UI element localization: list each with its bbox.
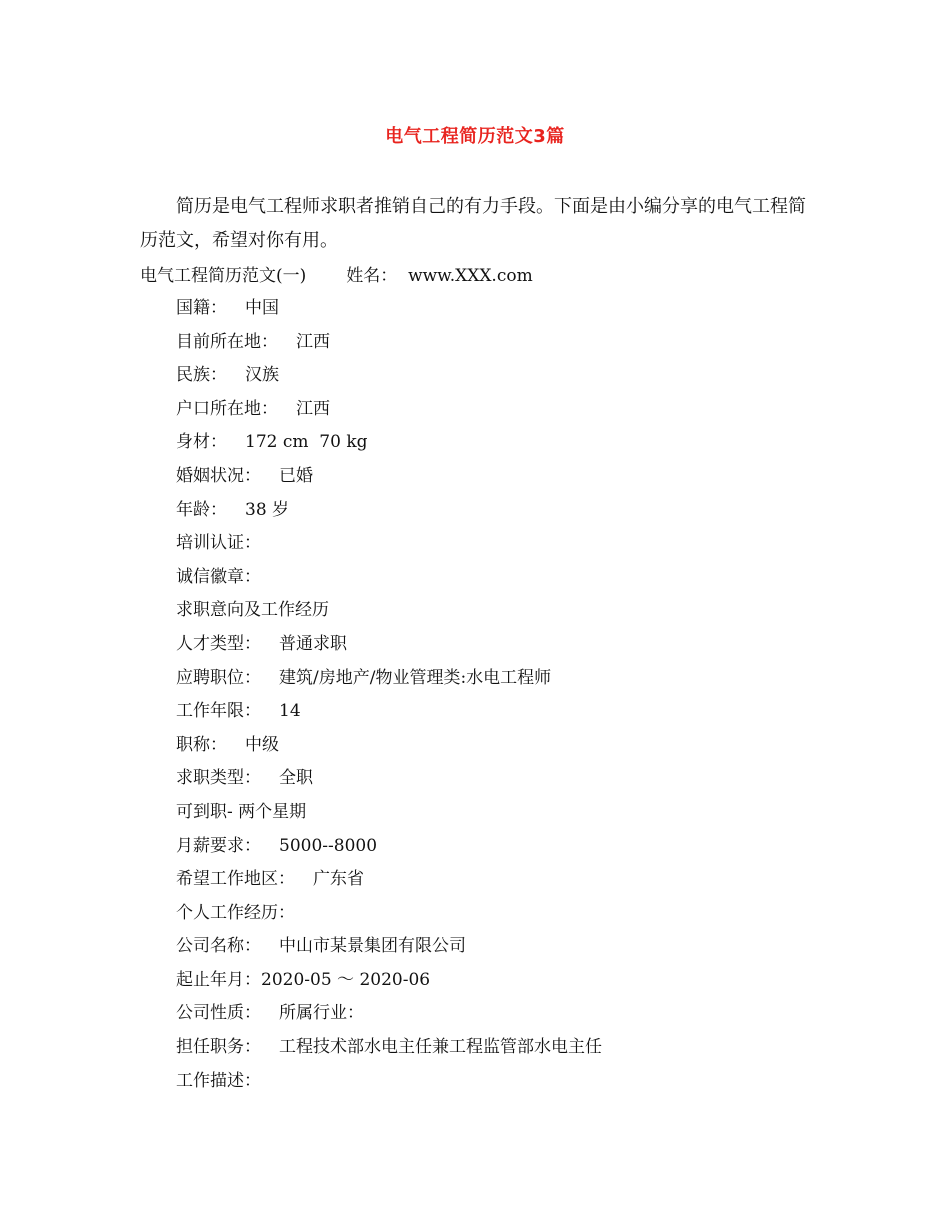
field-label: 户口所在地： (176, 398, 278, 419)
field-label: 民族： (176, 365, 227, 386)
field-nationality (176, 294, 876, 328)
field-value: 38 岁 (245, 499, 290, 520)
field-talent-type (176, 630, 876, 664)
field-job-title (176, 731, 876, 765)
field-value: 江西 (296, 331, 330, 352)
field-label: 起止年月： (176, 969, 261, 990)
field-value: 汉族 (245, 365, 279, 386)
field-value: 5000--8000 (279, 835, 378, 856)
field-marital-status (176, 462, 876, 496)
field-label: 工作描述： (176, 1070, 261, 1091)
field-integrity-badge (176, 563, 876, 597)
field-value: 已婚 (279, 465, 313, 486)
intro-paragraph (140, 190, 820, 258)
field-value: 普通求职 (279, 633, 347, 654)
field-desired-region (176, 865, 876, 899)
field-label: 职称： (176, 734, 227, 755)
field-company-nature (176, 999, 876, 1033)
name-label: 姓名： (346, 266, 398, 286)
field-physique (176, 428, 876, 462)
field-value: 2020-05 ～ 2020-06 (261, 969, 431, 990)
intro-text: 简历是电气工程师求职者推销自己的有力手段。下面是由小编分享的电气工程简历范文，希望对你有用。 (140, 196, 806, 251)
field-applied-position (176, 664, 876, 698)
field-current-location (176, 328, 876, 362)
resume-heading-line (140, 262, 533, 290)
field-value: 广东省 (313, 869, 364, 890)
field-company-name (176, 932, 876, 966)
field-value: 所属行业： (279, 1003, 364, 1024)
field-position-held (176, 1033, 876, 1067)
field-value: 中级 (245, 734, 279, 755)
field-label: 身材： (176, 432, 227, 453)
field-label: 目前所在地： (176, 331, 278, 352)
field-label: 培训认证： (176, 533, 261, 554)
field-age (176, 496, 876, 530)
field-label: 年龄： (176, 499, 227, 520)
field-value: 两个星期 (238, 801, 307, 822)
field-label: 婚姻状况： (176, 465, 261, 486)
field-years-of-work (176, 697, 876, 731)
field-label: 国籍： (176, 298, 227, 318)
field-label: 个人工作经历： (176, 902, 295, 923)
field-label: 求职类型： (176, 768, 261, 789)
field-label: 月薪要求： (176, 835, 261, 856)
field-job-description (176, 1067, 876, 1101)
document-title: 电气工程简历范文3篇 (385, 126, 565, 147)
field-value: 工程技术部水电主任兼工程监管部水电主任 (279, 1037, 602, 1058)
field-label: 求职意向及工作经历 (176, 600, 329, 621)
field-label: 公司性质： (176, 1003, 261, 1024)
field-ethnicity (176, 361, 876, 395)
field-value: 14 (279, 701, 301, 722)
field-job-type (176, 764, 876, 798)
field-salary-requirement (176, 832, 876, 866)
field-label: 人才类型： (176, 633, 261, 654)
field-value: 全职 (279, 768, 313, 789)
resume-field-list (176, 294, 876, 1100)
field-label: 应聘职位： (176, 667, 261, 688)
field-household-registration (176, 395, 876, 429)
field-availability (176, 798, 876, 832)
field-value: 中山市某景集团有限公司 (279, 936, 466, 957)
field-label: 希望工作地区： (176, 869, 295, 890)
name-value: www.XXX.com (408, 266, 533, 286)
field-label: 可到职- (176, 801, 233, 822)
field-label: 诚信徽章： (176, 566, 261, 587)
field-label: 担任职务： (176, 1037, 261, 1058)
field-value: 中国 (245, 298, 279, 318)
field-value: 江西 (296, 398, 330, 419)
field-period (176, 966, 876, 1000)
field-label: 公司名称： (176, 936, 261, 957)
field-work-experience-heading (176, 899, 876, 933)
field-training-certification (176, 529, 876, 563)
field-value: 172 cm 70 kg (245, 432, 368, 453)
field-value: 建筑/房地产/物业管理类:水电工程师 (279, 667, 552, 688)
field-label: 工作年限： (176, 701, 261, 722)
section-heading: 电气工程简历范文(一) (140, 266, 307, 286)
field-job-intention-heading (176, 596, 876, 630)
